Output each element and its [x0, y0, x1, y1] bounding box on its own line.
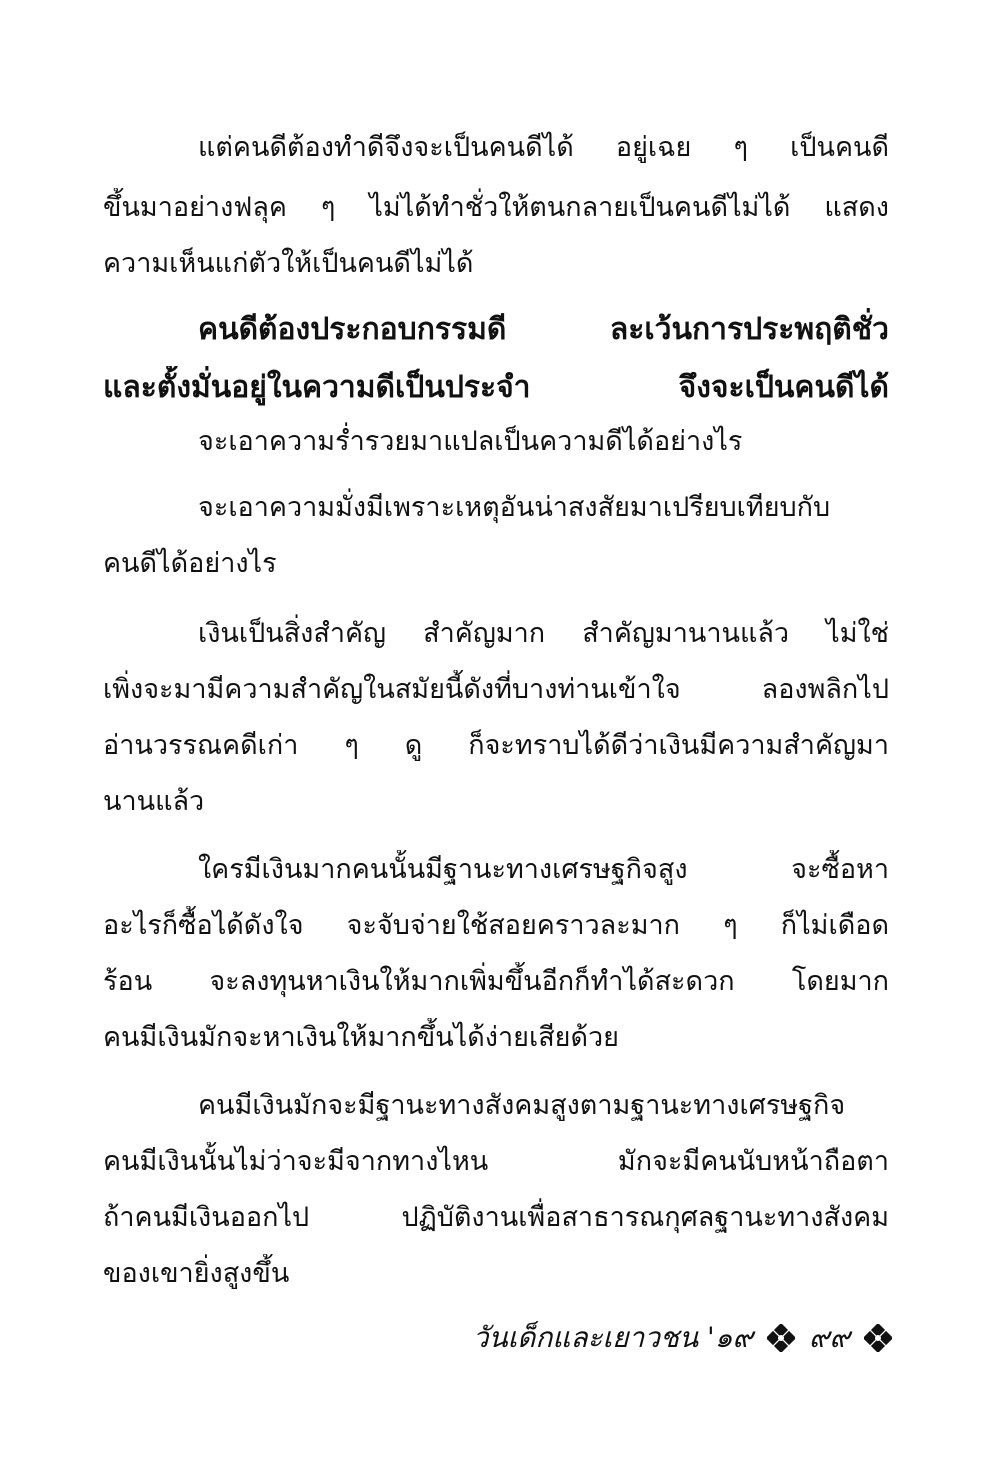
paragraph-2-line-2: และตั้งมั่นอยู่ในความดีเป็นประจำ จึงจะเป็นคนดีได้ [103, 370, 889, 405]
paragraph-5-line-1: เงินเป็นสิ่งสำคัญ สำคัญมาก สำคัญมานานแล้ว ไม่ใช่ [198, 618, 889, 649]
paragraph-1-line-2: ขึ้นมาอย่างฟลุค ๆ ไม่ได้ทำชั่วให้ตนกลายเป็นคนดีไม่ได้ แสดง [103, 192, 889, 223]
footer-title: วันเด็กและเยาวชน '๑๙ [472, 1321, 753, 1354]
paragraph-7-line-4: ของเขายิ่งสูงขึ้น [103, 1258, 290, 1289]
paragraph-5-line-4: นานแล้ว [103, 786, 205, 817]
paragraph-6-line-2: อะไรก็ซื้อได้ดังใจ จะจับจ่ายใช้สอยคราวละมาก ๆ ก็ไม่เดือด [103, 910, 889, 941]
ornament-icon [864, 1324, 892, 1352]
paragraph-6-line-1: ใครมีเงินมากคนนั้นมีฐานะทางเศรษฐกิจสูง จะซื้อหา [198, 854, 889, 885]
paragraph-1-line-3: ความเห็นแก่ตัวให้เป็นคนดีไม่ได้ [103, 248, 474, 279]
paragraph-6-line-3: ร้อน จะลงทุนหาเงินให้มากเพิ่มขึ้นอีกก็ทำได้สะดวก โดยมาก [103, 966, 889, 997]
paragraph-3-line-1: จะเอาความร่ำรวยมาแปลเป็นความดีได้อย่างไร [198, 426, 743, 457]
paragraph-4-line-2: คนดีได้อย่างไร [103, 548, 277, 579]
paragraph-7-line-1: คนมีเงินมักจะมีฐานะทางสังคมสูงตามฐานะทางเศรษฐกิจ [198, 1090, 846, 1121]
paragraph-5-line-3: อ่านวรรณคดีเก่า ๆ ดู ก็จะทราบได้ดีว่าเงินมีความสำคัญมา [103, 730, 889, 761]
paragraph-1-line-1: แต่คนดีต้องทำดีจึงจะเป็นคนดีได้ อยู่เฉย ๆ เป็นคนดี [198, 132, 889, 163]
paragraph-5-line-2: เพิ่งจะมามีความสำคัญในสมัยนี้ดังที่บางท่านเข้าใจ ลองพลิกไป [103, 674, 889, 705]
paragraph-7-line-2: คนมีเงินนั้นไม่ว่าจะมีจากทางไหน มักจะมีคนนับหน้าถือตา [103, 1146, 889, 1177]
page-number: ๙๙ [808, 1321, 850, 1354]
paragraph-6-line-4: คนมีเงินมักจะหาเงินให้มากขึ้นได้ง่ายเสียด้วย [103, 1022, 620, 1053]
ornament-icon [767, 1324, 795, 1352]
paragraph-7-line-3: ถ้าคนมีเงินออกไป ปฏิบัติงานเพื่อสาธารณกุศลฐานะทางสังคม [103, 1202, 889, 1233]
paragraph-4-line-1: จะเอาความมั่งมีเพราะเหตุอันน่าสงสัยมาเปรียบเทียบกับ [198, 492, 831, 523]
paragraph-2-line-1: คนดีต้องประกอบกรรมดี ละเว้นการประพฤติชั่ว [198, 312, 889, 347]
page-footer [473, 1315, 892, 1361]
